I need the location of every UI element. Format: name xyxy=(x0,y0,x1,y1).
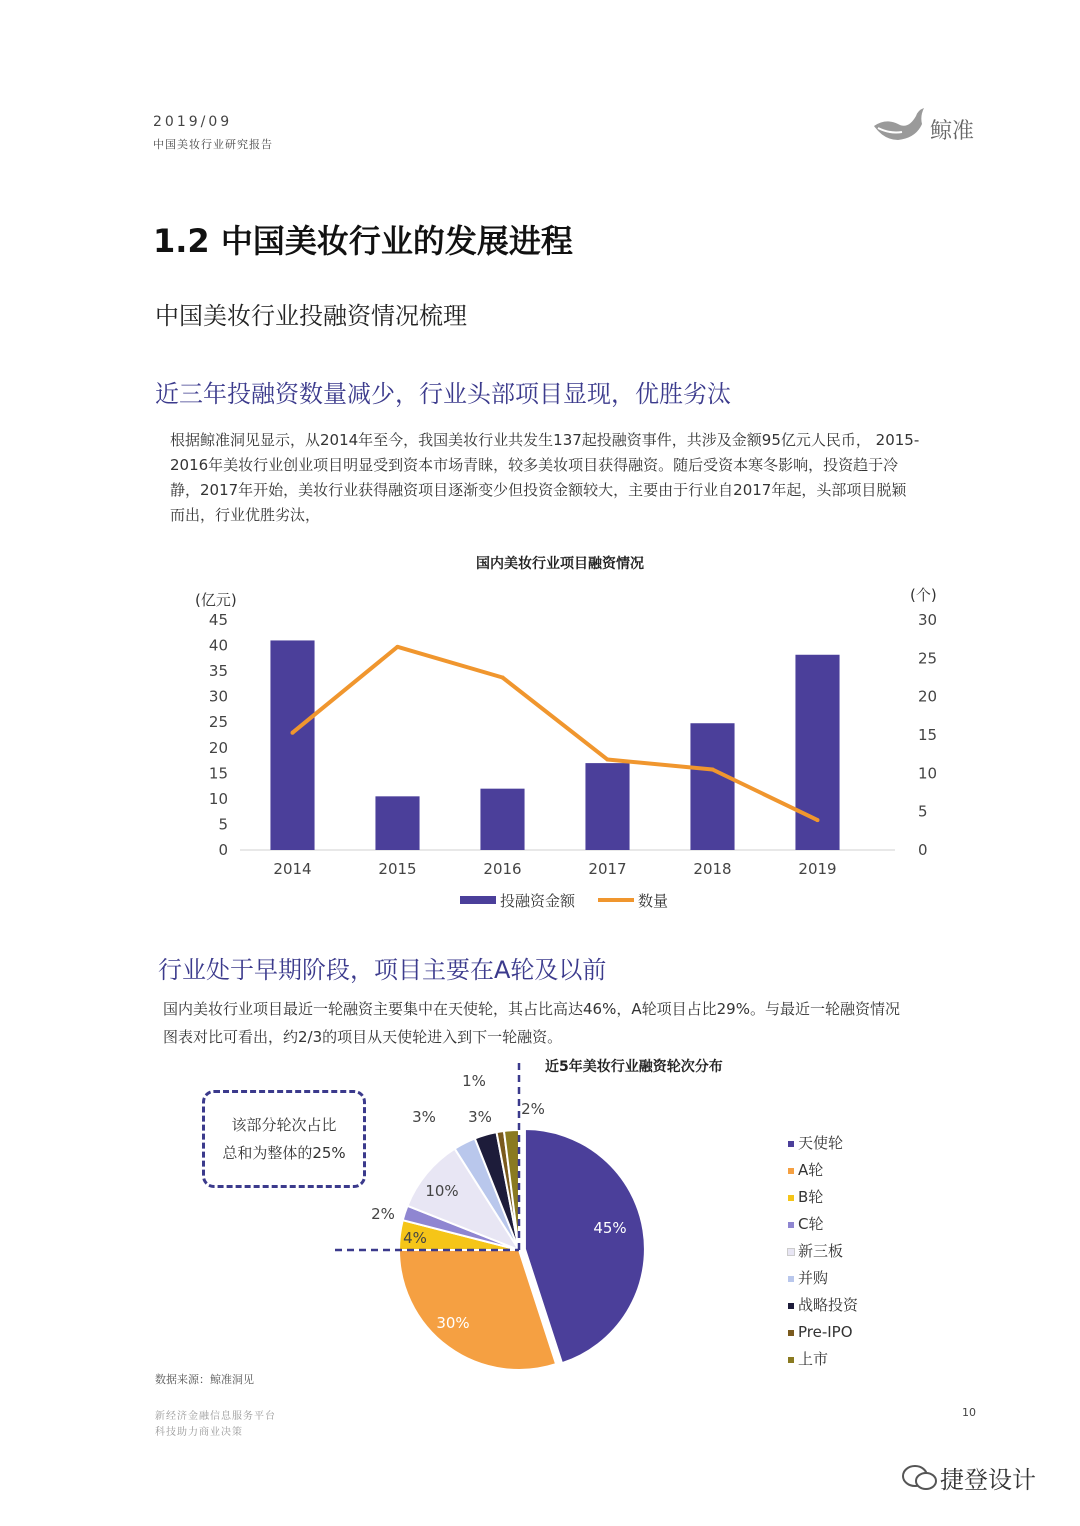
legend-label: 战略投资 xyxy=(798,1296,859,1314)
pie-label-新三板: 10% xyxy=(425,1182,459,1200)
y-tick-label: 10 xyxy=(208,789,228,808)
legend-item-上市 xyxy=(788,1346,858,1373)
x-tick-label: 2019 xyxy=(798,860,837,878)
footer-line-2: 科技助力商业决策 xyxy=(155,1427,243,1438)
paragraph-line: 静，2017年开始，美妆行业获得融资项目逐渐变少但投资金额较大，主要由于行业自2017年起，头部项目脱颖 xyxy=(170,481,907,499)
legend-swatch xyxy=(788,1303,794,1309)
brand-name: 鲸准 xyxy=(930,119,975,144)
bar-2014 xyxy=(270,640,314,850)
bar-2016 xyxy=(480,789,524,850)
bar-2015 xyxy=(375,796,419,850)
x-tick-label: 2014 xyxy=(273,860,312,878)
y-tick-label: 15 xyxy=(208,764,228,783)
x-tick-label: 2018 xyxy=(693,860,732,878)
legend-label: 天使轮 xyxy=(798,1134,844,1152)
y-tick-label: 45 xyxy=(208,611,228,629)
legend-item-A轮 xyxy=(788,1157,858,1184)
note-box xyxy=(202,1090,366,1188)
legend-label: 并购 xyxy=(798,1269,829,1287)
y2-tick-label: 20 xyxy=(918,687,938,706)
page-number: 10 xyxy=(962,1406,976,1419)
line-point-2014 xyxy=(291,731,295,735)
legend-item-B轮 xyxy=(788,1184,858,1211)
legend-label: A轮 xyxy=(798,1161,824,1179)
y-tick-label: 20 xyxy=(208,738,228,757)
legend-label: B轮 xyxy=(798,1188,824,1206)
legend-item-C轮 xyxy=(788,1211,858,1238)
y2-tick-label: 10 xyxy=(918,764,938,783)
wechat-icon xyxy=(900,1463,940,1493)
pie-label-A轮: 30% xyxy=(436,1314,470,1332)
y-tick-label: 30 xyxy=(208,687,228,706)
y2-tick-label: 30 xyxy=(918,611,938,629)
watermark xyxy=(900,1460,1036,1495)
y-tick-label: 40 xyxy=(208,636,228,655)
y2-tick-label: 15 xyxy=(918,726,938,744)
legend-swatch xyxy=(788,1276,794,1282)
x-tick-label: 2016 xyxy=(483,860,522,878)
count-line xyxy=(293,647,818,820)
line-point-2017 xyxy=(606,758,610,762)
legend-item-战略投资 xyxy=(788,1292,858,1319)
legend-swatch xyxy=(788,1222,794,1228)
pie-label-Pre-IPO: 1% xyxy=(462,1072,486,1090)
line-point-2015 xyxy=(396,645,400,649)
footer-line-1: 新经济金融信息服务平台 xyxy=(155,1411,276,1422)
legend-label: 上市 xyxy=(798,1350,829,1368)
financing-chart xyxy=(170,580,960,920)
watermark-text: 捷登设计 xyxy=(940,1466,1036,1494)
legend-swatch xyxy=(788,1195,794,1201)
pie-label-上市: 2% xyxy=(521,1100,545,1118)
legend-label: Pre-IPO xyxy=(798,1323,853,1341)
paragraph-rounds xyxy=(163,995,900,1051)
line-point-2019 xyxy=(816,818,820,822)
bar-2018 xyxy=(690,723,734,850)
paragraph-line: 图表对比可看出，约2/3的项目从天使轮进入到下一轮融资。 xyxy=(163,1028,563,1046)
pie-label-并购: 3% xyxy=(412,1108,436,1126)
y-tick-label: 25 xyxy=(208,713,228,732)
section-title: 1.2 中国美妆行业的发展进程 xyxy=(153,222,573,260)
legend-label: C轮 xyxy=(798,1215,824,1233)
chart2-title: 近5年美妆行业融资轮次分布 xyxy=(545,1059,723,1075)
bar-2017 xyxy=(585,763,629,850)
line-point-2016 xyxy=(501,676,505,680)
heading-investment-trend: 近三年投融资数量减少，行业头部项目显现，优胜劣汰 xyxy=(155,380,731,408)
y-tick-label: 0 xyxy=(218,841,228,859)
y-tick-label: 5 xyxy=(218,815,228,834)
legend-swatch xyxy=(788,1168,794,1174)
note-line: 该部分轮次占比 xyxy=(231,1116,337,1134)
legend-item-并购 xyxy=(788,1265,858,1292)
legend-item-新三板 xyxy=(788,1238,858,1265)
pie-label-C轮: 2% xyxy=(371,1205,395,1223)
x-tick-label: 2015 xyxy=(378,860,417,878)
legend-label: 新三板 xyxy=(798,1242,844,1260)
pie-label-B轮: 4% xyxy=(403,1229,427,1247)
pie-label-战略投资: 3% xyxy=(468,1108,492,1126)
pie-legend xyxy=(788,1130,858,1373)
note-line: 总和为整体的25% xyxy=(222,1144,346,1162)
legend-swatch xyxy=(788,1249,794,1255)
paragraph-line: 2016年美妆行业创业项目明显受到资本市场青睐，较多美妆项目获得融资。随后受资本寒冬影响，投资趋于冷 xyxy=(170,456,899,474)
y2-axis-label: (个) xyxy=(910,586,937,604)
y-axis-label: (亿元) xyxy=(195,591,237,609)
legend-swatch-amount xyxy=(460,896,496,904)
data-source: 数据来源：鲸准洞见 xyxy=(155,1373,254,1386)
y2-tick-label: 25 xyxy=(918,649,938,668)
y2-tick-label: 0 xyxy=(918,841,928,859)
brand-logo xyxy=(872,106,982,146)
paragraph-investment xyxy=(170,428,919,528)
pie-label-天使轮: 45% xyxy=(593,1219,627,1237)
legend-item-Pre-IPO xyxy=(788,1319,858,1346)
legend-swatch xyxy=(788,1141,794,1147)
paragraph-line: 国内美妆行业项目最近一轮融资主要集中在天使轮，其占比高达46%，A轮项目占比29%。与最近一轮融资情况 xyxy=(163,1000,900,1018)
legend-swatch xyxy=(788,1330,794,1336)
y2-tick-label: 5 xyxy=(918,802,928,821)
legend-label-count: 数量 xyxy=(638,892,669,910)
y-tick-label: 35 xyxy=(208,662,228,681)
legend-item-天使轮 xyxy=(788,1130,858,1157)
legend-swatch-count xyxy=(598,898,634,902)
x-tick-label: 2017 xyxy=(588,860,627,878)
paragraph-line: 而出，行业优胜劣汰， xyxy=(170,506,321,524)
round-pie-chart xyxy=(320,1060,780,1380)
legend-swatch xyxy=(788,1357,794,1363)
subtitle: 中国美妆行业投融资情况梳理 xyxy=(155,302,467,330)
line-point-2018 xyxy=(711,768,715,772)
report-name: 中国美妆行业研究报告 xyxy=(153,138,273,151)
chart1-title: 国内美妆行业项目融资情况 xyxy=(476,556,644,572)
legend-label-amount: 投融资金额 xyxy=(500,892,576,910)
report-date: 2019/09 xyxy=(153,114,233,130)
paragraph-line: 根据鲸准洞见显示，从2014年至今，我国美妆行业共发生137起投融资事件，共涉及金额95亿元人民币， 2015- xyxy=(170,431,920,449)
heading-early-stage: 行业处于早期阶段，项目主要在A轮及以前 xyxy=(158,956,607,984)
whale-icon xyxy=(872,106,928,146)
